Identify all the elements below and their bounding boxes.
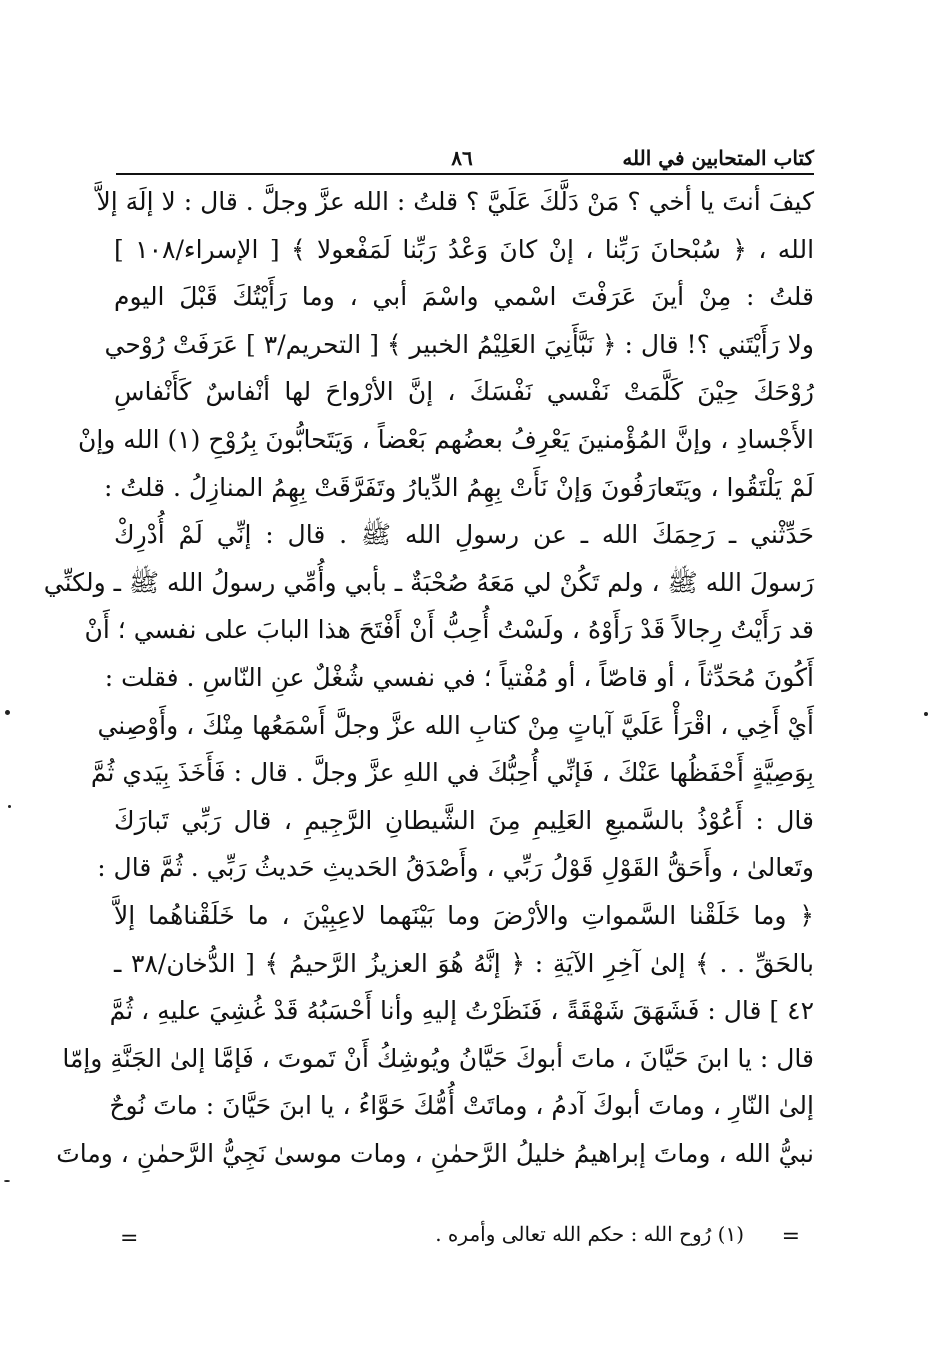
text-line: حَدِّثْني ـ رَحِمَكَ الله ـ عن رسولِ الله ﷺ . قال : إنِّي لَمْ أُدْرِكْ [114,520,814,550]
scan-speck [4,1180,10,1182]
text-line: ٤٢ ] قال : فَشَهَقَ شَهْقَةً ، فَنَظَرْتُ إليهِ وأنا أَحْسَبُهُ قَدْ غُشِيَ عليهِ ، ثُمَّ [109,996,814,1026]
text-line: إلىٰ النّارِ ، وماتَ أبوكَ آدمُ ، وماتَتْ أُمُّكَ حَوَّاءُ ، يا ابنَ حَيَّانَ : ماتَ نُوحٌ [109,1091,814,1121]
scan-speck [8,805,11,808]
text-line: ﴿ وما خَلَقْنا السَّمواتِ والأرْضَ وما بَيْنَهما لاعِبِيْنَ ، ما خَلَقْناهُما إلاَّ [114,900,814,930]
text-line: بِوَصِيَّةٍ أَحْفَظُها عَنْكَ ، فَإنِّي أُحِبُّكَ في اللهِ عزَّ وجلَّ . قال : فَأَخَذَ بِيَدي ثُمَّ [90,758,814,788]
text-line: كيفَ أنتَ يا أخي ؟ مَنْ دَلَّكَ عَلَيَّ ؟ قلتُ : الله عزَّ وجلَّ . قال : لا إلَهَ إلاَّ [96,187,814,216]
page-header [118,146,814,172]
text-line: الأَجْسادِ ، وإنَّ المُؤْمنينَ يَعْرِفُ بعضُهم بَعْضاً ، وَيَتَحابُّونَ بِرُوْحِ (١) الله وإنْ [77,424,814,454]
text-line: قلتُ : مِنْ أينَ عَرَفْتَ اسْمي واسْمَ أبي ، وما رَأَيْتُكَ قَبْلَ اليوم [114,282,814,312]
text-line: قال : يا ابنَ حَيَّانَ ، ماتَ أبوكَ حَيَّانُ ويُوشِكُ أَنْ تَموتَ ، فَإمَّا إلىٰ الجَنَّةِ وإمّا [62,1043,814,1073]
text-line: رُوْحَكَ حِيْنَ كَلَّمَتْ نَفْسي نَفْسَكَ ، إنَّ الأرْواحَ لها أنْفاسٌ كَأَنْفاسِ [114,377,814,407]
text-line: رَسولَ الله ﷺ ، ولم تَكُنْ لي مَعَهُ صُحْبَةٌ ـ بأبي وأُمِّي رسولُ الله ﷺ ـ ولكنِّي [43,567,814,597]
book-title: كتاب المتحابين في الله [622,146,814,170]
footnote-continuation-mark: = [781,1224,800,1249]
footnote [114,1220,814,1260]
text-line: قد رَأَيْتُ رِجالاً قَدْ رَأَوْهُ ، ولَسْتُ أُحِبُّ أَنْ أَفْتَحَ هذا البابَ على نفسي ؛ أَنْ [84,615,814,645]
scan-speck [5,710,10,715]
footnote-continuation-mark-left: = [120,1226,139,1251]
text-line: الله ، ﴿ سُبْحانَ رَبِّنا ، إنْ كانَ وَعْدُ رَبِّنا لَمَفْعولا ﴾ [ الإسراء/١٠٨ ] [114,234,815,264]
scan-speck [924,712,928,716]
text-line: أَكُونَ مُحَدِّثاً ، أو قاصّاً ، أو مُفْتياً ؛ في نفسي شُغْلٌ عنِ النّاسِ . فقلت : [104,662,814,692]
text-line: نبيُّ الله ، وماتَ إبراهيمُ خليلُ الرَّحمٰنِ ، ومات موسىٰ نَجِيُّ الرَّحمٰنِ ، وماتَ [56,1138,814,1168]
text-line: بالحَقِّ . . ﴾ إلىٰ آخِرِ الآيَةِ : ﴿ إنَّهُ هُوَ العزيزُ الرَّحيمُ ﴾ [ الدُّخان/٣٨ ـ [114,948,814,978]
footnote-text: (١) رُوح الله : حكم الله تعالى وأمره . [435,1222,744,1246]
text-line: لَمْ يَلْتَقُوا ، ويَتَعارَفُونَ وَإنْ نَأَتْ بِهِمُ الدِّيارُ وتَفَرَّقَتْ بِهِمُ المنازِلُ . قلتُ : [103,472,814,502]
header-rule [116,173,814,175]
body-text [43,178,815,1177]
text-line: ولا رَأَيْتَني ؟! قال : ﴿ نَبَّأَنِيَ العَلِيْمُ الخبير ﴾ [ التحريم/٣ ] عَرَفَتْ رُوْحي [104,329,814,359]
text-line: أَيْ أَخِي ، اقْرَأْ عَلَيَّ آياتٍ مِنْ كتابِ الله عزَّ وجلَّ أَسْمَعُها مِنْكَ ، وأَوْصِني [97,710,814,740]
text-line: وتَعالىٰ ، وأَحَقُّ القَوْلِ قَوْلُ رَبِّي ، وأَصْدَقُ الحَديثِ حَديثُ رَبِّي . ثُمَّ قال : [97,853,814,883]
page-number: ٨٦ [451,146,473,170]
text-line: قال : أَعُوْذُ بالسَّميعِ العَلِيمِ مِنَ الشَّيطانِ الرَّجِيمِ ، قال رَبِّي تَبارَكَ [114,805,814,835]
